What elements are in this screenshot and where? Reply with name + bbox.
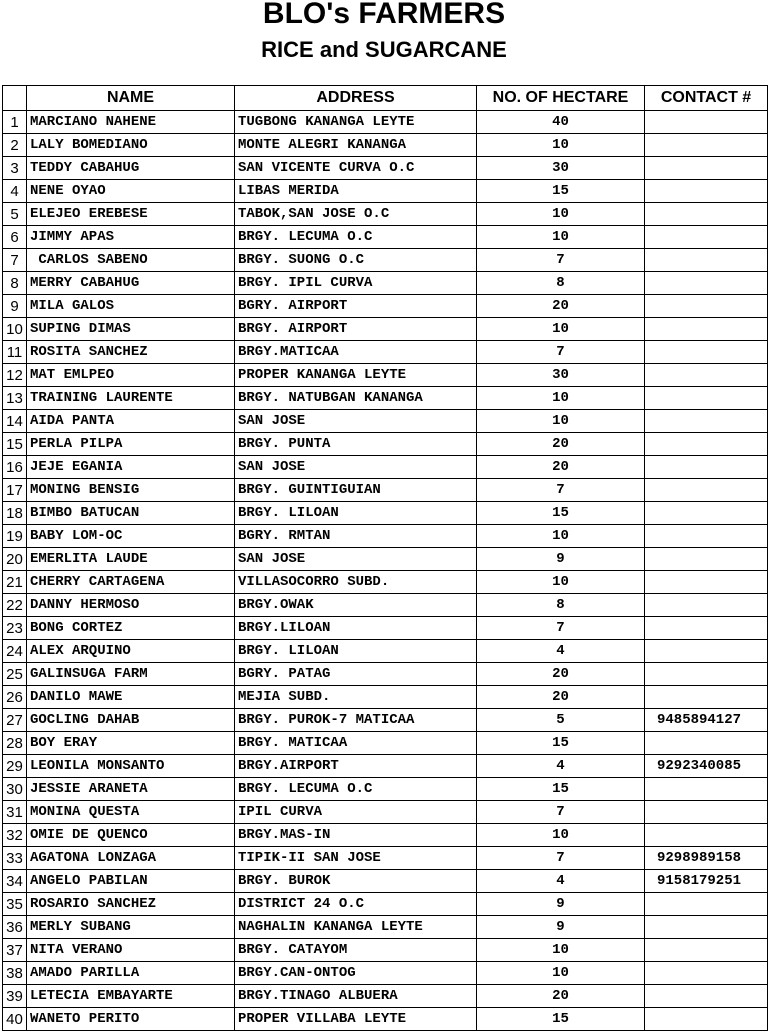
farmer-address: NAGHALIN KANANGA LEYTE	[235, 916, 477, 939]
hectare-count: 7	[477, 341, 645, 364]
hectare-count: 7	[477, 479, 645, 502]
row-index: 16	[3, 456, 27, 479]
page-subtitle: RICE and SUGARCANE	[261, 37, 507, 62]
row-index: 31	[3, 801, 27, 824]
farmer-name: MAT EMLPEO	[27, 364, 235, 387]
farmer-name: BIMBO BATUCAN	[27, 502, 235, 525]
row-index: 25	[3, 663, 27, 686]
table-row	[3, 571, 768, 594]
row-index: 39	[3, 985, 27, 1008]
row-index: 29	[3, 755, 27, 778]
table-row	[3, 778, 768, 801]
farmer-address: BRGY. NATUBGAN KANANGA	[235, 387, 477, 410]
farmer-address: BRGY. MATICAA	[235, 732, 477, 755]
hectare-count: 7	[477, 801, 645, 824]
farmer-name: ALEX ARQUINO	[27, 640, 235, 663]
farmer-address: BRGY. LECUMA O.C	[235, 226, 477, 249]
contact-number	[645, 502, 768, 525]
row-index: 28	[3, 732, 27, 755]
hectare-count: 30	[477, 157, 645, 180]
table-row	[3, 364, 768, 387]
row-index: 2	[3, 134, 27, 157]
hectare-count: 10	[477, 939, 645, 962]
row-index: 4	[3, 180, 27, 203]
table-header-row	[3, 86, 768, 111]
hectare-count: 20	[477, 985, 645, 1008]
farmer-address: VILLASOCORRO SUBD.	[235, 571, 477, 594]
farmer-name: ROSARIO SANCHEZ	[27, 893, 235, 916]
table-row	[3, 502, 768, 525]
header-address: ADDRESS	[235, 86, 477, 111]
farmer-name: MONINA QUESTA	[27, 801, 235, 824]
contact-number	[645, 663, 768, 686]
contact-number	[645, 387, 768, 410]
farmer-name: ELEJEO EREBESE	[27, 203, 235, 226]
farmer-name: PERLA PILPA	[27, 433, 235, 456]
hectare-count: 4	[477, 640, 645, 663]
contact-number	[645, 295, 768, 318]
contact-number	[645, 594, 768, 617]
contact-number	[645, 456, 768, 479]
farmer-name: TEDDY CABAHUG	[27, 157, 235, 180]
farmer-address: BRGY.TINAGO ALBUERA	[235, 985, 477, 1008]
farmer-address: BRGY. IPIL CURVA	[235, 272, 477, 295]
hectare-count: 20	[477, 456, 645, 479]
contact-number	[645, 157, 768, 180]
header-hectare: NO. OF HECTARE	[477, 86, 645, 111]
hectare-count: 20	[477, 295, 645, 318]
table-row	[3, 548, 768, 571]
farmer-address: BGRY. PATAG	[235, 663, 477, 686]
row-index: 8	[3, 272, 27, 295]
table-row	[3, 870, 768, 893]
contact-number	[645, 341, 768, 364]
farmer-name: EMERLITA LAUDE	[27, 548, 235, 571]
farmer-address: BRGY.OWAK	[235, 594, 477, 617]
table-row	[3, 985, 768, 1008]
farmer-name: BONG CORTEZ	[27, 617, 235, 640]
contact-number	[645, 939, 768, 962]
contact-number	[645, 893, 768, 916]
table-row	[3, 272, 768, 295]
hectare-count: 5	[477, 709, 645, 732]
contact-number	[645, 180, 768, 203]
row-index: 32	[3, 824, 27, 847]
table-row	[3, 249, 768, 272]
table-row	[3, 525, 768, 548]
farmer-address: IPIL CURVA	[235, 801, 477, 824]
table-row	[3, 203, 768, 226]
farmer-address: LIBAS MERIDA	[235, 180, 477, 203]
table-row	[3, 226, 768, 249]
contact-number	[645, 548, 768, 571]
hectare-count: 4	[477, 870, 645, 893]
farmer-address: BRGY. SUONG O.C	[235, 249, 477, 272]
contact-number: 9292340085	[645, 755, 768, 778]
row-index: 34	[3, 870, 27, 893]
contact-number	[645, 525, 768, 548]
row-index: 30	[3, 778, 27, 801]
row-index: 18	[3, 502, 27, 525]
hectare-count: 9	[477, 893, 645, 916]
farmer-name: LEONILA MONSANTO	[27, 755, 235, 778]
hectare-count: 8	[477, 594, 645, 617]
table-row	[3, 134, 768, 157]
hectare-count: 10	[477, 410, 645, 433]
row-index: 17	[3, 479, 27, 502]
contact-number	[645, 571, 768, 594]
table-row	[3, 663, 768, 686]
row-index: 24	[3, 640, 27, 663]
table-row	[3, 456, 768, 479]
contact-number	[645, 617, 768, 640]
farmer-address: BRGY.MATICAA	[235, 341, 477, 364]
hectare-count: 10	[477, 318, 645, 341]
contact-number	[645, 203, 768, 226]
hectare-count: 10	[477, 571, 645, 594]
table-row	[3, 318, 768, 341]
contact-number	[645, 410, 768, 433]
row-index: 22	[3, 594, 27, 617]
header-contact: CONTACT #	[645, 86, 768, 111]
farmer-address: BRGY. AIRPORT	[235, 318, 477, 341]
farmer-name: DANNY HERMOSO	[27, 594, 235, 617]
row-index: 20	[3, 548, 27, 571]
farmer-name: BABY LOM-OC	[27, 525, 235, 548]
farmer-name: LETECIA EMBAYARTE	[27, 985, 235, 1008]
farmer-address: BRGY. LECUMA O.C	[235, 778, 477, 801]
contact-number: 9158179251	[645, 870, 768, 893]
contact-number	[645, 640, 768, 663]
table-row	[3, 939, 768, 962]
farmer-address: BRGY. BUROK	[235, 870, 477, 893]
hectare-count: 20	[477, 663, 645, 686]
farmer-address: SAN JOSE	[235, 456, 477, 479]
farmer-name: AGATONA LONZAGA	[27, 847, 235, 870]
page-title: BLO's FARMERS	[262, 0, 506, 30]
row-index: 33	[3, 847, 27, 870]
row-index: 14	[3, 410, 27, 433]
farmer-address: TABOK,SAN JOSE O.C	[235, 203, 477, 226]
farmer-address: BRGY. LILOAN	[235, 640, 477, 663]
farmer-name: DANILO MAWE	[27, 686, 235, 709]
hectare-count: 30	[477, 364, 645, 387]
hectare-count: 20	[477, 686, 645, 709]
row-index: 23	[3, 617, 27, 640]
table-row	[3, 180, 768, 203]
contact-number	[645, 985, 768, 1008]
row-index: 1	[3, 111, 27, 134]
farmer-name: NITA VERANO	[27, 939, 235, 962]
hectare-count: 7	[477, 617, 645, 640]
contact-number	[645, 111, 768, 134]
farmer-address: MONTE ALEGRI KANANGA	[235, 134, 477, 157]
farmer-address: BRGY.CAN-ONTOG	[235, 962, 477, 985]
row-index: 15	[3, 433, 27, 456]
farmer-name: ANGELO PABILAN	[27, 870, 235, 893]
contact-number	[645, 962, 768, 985]
contact-number	[645, 226, 768, 249]
contact-number	[645, 778, 768, 801]
farmer-name: LALY BOMEDIANO	[27, 134, 235, 157]
row-index: 13	[3, 387, 27, 410]
farmer-name: TRAINING LAURENTE	[27, 387, 235, 410]
hectare-count: 10	[477, 134, 645, 157]
row-index: 36	[3, 916, 27, 939]
farmer-address: TIPIK-II SAN JOSE	[235, 847, 477, 870]
row-index: 5	[3, 203, 27, 226]
row-index: 21	[3, 571, 27, 594]
farmer-name: BOY ERAY	[27, 732, 235, 755]
farmer-name: JEJE EGANIA	[27, 456, 235, 479]
table-row	[3, 479, 768, 502]
hectare-count: 15	[477, 778, 645, 801]
contact-number	[645, 318, 768, 341]
farmer-name: AIDA PANTA	[27, 410, 235, 433]
row-index: 27	[3, 709, 27, 732]
farmer-address: BRGY. PUROK-7 MATICAA	[235, 709, 477, 732]
farmer-name: OMIE DE QUENCO	[27, 824, 235, 847]
farmer-address: BRGY.LILOAN	[235, 617, 477, 640]
farmer-address: TUGBONG KANANGA LEYTE	[235, 111, 477, 134]
farmer-name: ROSITA SANCHEZ	[27, 341, 235, 364]
row-index: 11	[3, 341, 27, 364]
farmer-name: MERRY CABAHUG	[27, 272, 235, 295]
farmer-name: WANETO PERITO	[27, 1008, 235, 1031]
farmer-name: MILA GALOS	[27, 295, 235, 318]
table-row	[3, 111, 768, 134]
hectare-count: 7	[477, 847, 645, 870]
farmer-name: GOCLING DAHAB	[27, 709, 235, 732]
table-row	[3, 157, 768, 180]
farmer-name: SUPING DIMAS	[27, 318, 235, 341]
farmer-address: BRGY.MAS-IN	[235, 824, 477, 847]
farmer-address: BRGY. PUNTA	[235, 433, 477, 456]
row-index: 38	[3, 962, 27, 985]
farmer-name: CHERRY CARTAGENA	[27, 571, 235, 594]
farmer-name: NENE OYAO	[27, 180, 235, 203]
table-row	[3, 410, 768, 433]
table-row	[3, 387, 768, 410]
hectare-count: 10	[477, 226, 645, 249]
table-row	[3, 1008, 768, 1031]
header-index	[3, 86, 27, 111]
farmer-address: DISTRICT 24 O.C	[235, 893, 477, 916]
table-row	[3, 594, 768, 617]
hectare-count: 7	[477, 249, 645, 272]
contact-number	[645, 479, 768, 502]
table-body	[3, 111, 768, 1031]
hectare-count: 10	[477, 203, 645, 226]
row-index: 26	[3, 686, 27, 709]
farmer-address: BGRY. AIRPORT	[235, 295, 477, 318]
table-row	[3, 640, 768, 663]
header-name: NAME	[27, 86, 235, 111]
farmer-address: MEJIA SUBD.	[235, 686, 477, 709]
farmer-address: SAN VICENTE CURVA O.C	[235, 157, 477, 180]
farmer-address: SAN JOSE	[235, 548, 477, 571]
table-row	[3, 732, 768, 755]
table-row	[3, 962, 768, 985]
table-row	[3, 916, 768, 939]
farmer-name: JESSIE ARANETA	[27, 778, 235, 801]
contact-number	[645, 686, 768, 709]
farmer-address: PROPER VILLABA LEYTE	[235, 1008, 477, 1031]
row-index: 10	[3, 318, 27, 341]
farmer-name: MONING BENSIG	[27, 479, 235, 502]
table-row	[3, 893, 768, 916]
row-index: 6	[3, 226, 27, 249]
hectare-count: 20	[477, 433, 645, 456]
farmer-name: MARCIANO NAHENE	[27, 111, 235, 134]
farmer-address: BRGY. CATAYOM	[235, 939, 477, 962]
contact-number	[645, 824, 768, 847]
contact-number: 9298989158	[645, 847, 768, 870]
hectare-count: 9	[477, 548, 645, 571]
hectare-count: 9	[477, 916, 645, 939]
table-row	[3, 686, 768, 709]
hectare-count: 10	[477, 525, 645, 548]
table-row	[3, 617, 768, 640]
hectare-count: 8	[477, 272, 645, 295]
farmer-address: BRGY. LILOAN	[235, 502, 477, 525]
contact-number	[645, 272, 768, 295]
farmer-name: CARLOS SABENO	[27, 249, 235, 272]
hectare-count: 15	[477, 732, 645, 755]
hectare-count: 4	[477, 755, 645, 778]
table-row	[3, 709, 768, 732]
hectare-count: 15	[477, 1008, 645, 1031]
farmer-name: GALINSUGA FARM	[27, 663, 235, 686]
contact-number	[645, 433, 768, 456]
row-index: 37	[3, 939, 27, 962]
row-index: 35	[3, 893, 27, 916]
contact-number	[645, 134, 768, 157]
row-index: 3	[3, 157, 27, 180]
table-row	[3, 295, 768, 318]
hectare-count: 10	[477, 962, 645, 985]
row-index: 19	[3, 525, 27, 548]
farmer-name: MERLY SUBANG	[27, 916, 235, 939]
farmer-address: SAN JOSE	[235, 410, 477, 433]
row-index: 40	[3, 1008, 27, 1031]
table-row	[3, 755, 768, 778]
contact-number: 9485894127	[645, 709, 768, 732]
hectare-count: 10	[477, 387, 645, 410]
row-index: 7	[3, 249, 27, 272]
table-row	[3, 433, 768, 456]
farmers-table	[2, 85, 768, 1031]
table-row	[3, 847, 768, 870]
table-row	[3, 801, 768, 824]
farmer-address: BRGY. GUINTIGUIAN	[235, 479, 477, 502]
farmer-name: JIMMY APAS	[27, 226, 235, 249]
contact-number	[645, 801, 768, 824]
farmer-address: BRGY.AIRPORT	[235, 755, 477, 778]
hectare-count: 15	[477, 502, 645, 525]
farmer-name: AMADO PARILLA	[27, 962, 235, 985]
farmer-address: PROPER KANANGA LEYTE	[235, 364, 477, 387]
table-row	[3, 824, 768, 847]
table-row	[3, 341, 768, 364]
contact-number	[645, 732, 768, 755]
farmer-address: BGRY. RMTAN	[235, 525, 477, 548]
hectare-count: 40	[477, 111, 645, 134]
contact-number	[645, 916, 768, 939]
hectare-count: 10	[477, 824, 645, 847]
row-index: 9	[3, 295, 27, 318]
contact-number	[645, 1008, 768, 1031]
contact-number	[645, 364, 768, 387]
hectare-count: 15	[477, 180, 645, 203]
row-index: 12	[3, 364, 27, 387]
contact-number	[645, 249, 768, 272]
